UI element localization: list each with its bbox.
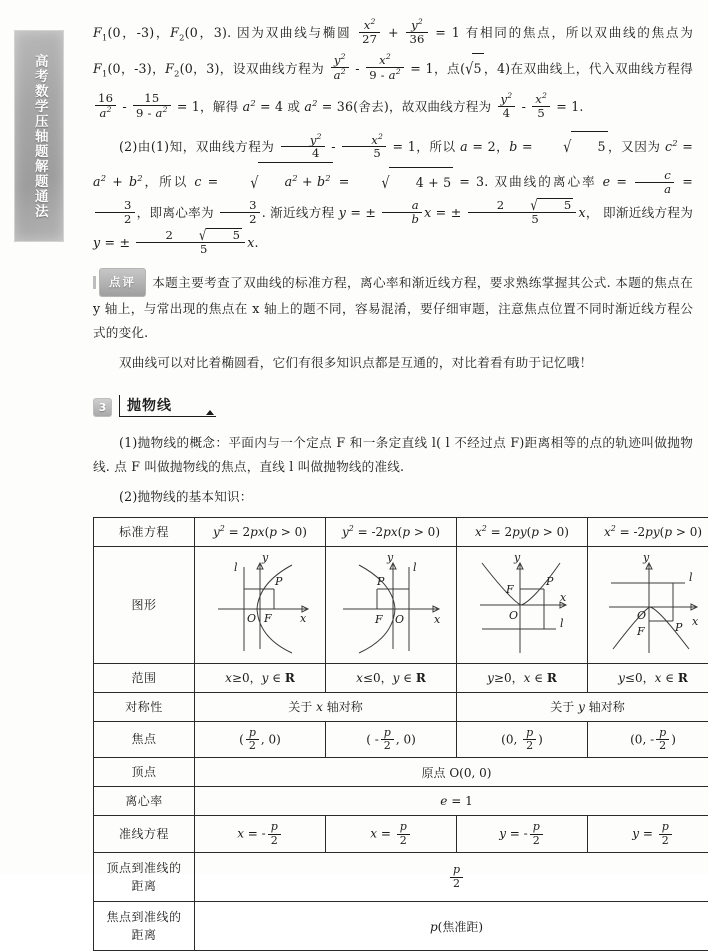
svg-text:l: l	[560, 617, 564, 630]
cell-standard-equation-2: $y^2 = -2px(p > 0)$	[326, 517, 457, 546]
svg-text:y: y	[642, 551, 650, 564]
svg-text:P: P	[674, 621, 683, 634]
row-label-vertex-to-directrix: 顶点到准线的距离	[94, 853, 195, 902]
svg-text:x: x	[560, 591, 567, 604]
row-label-standard-equation: 标准方程	[94, 517, 195, 546]
note-block	[93, 268, 693, 345]
table-row-symmetry	[94, 692, 708, 721]
cell-range-3: y≥0，x ∈ R	[457, 663, 588, 692]
row-label-vertex: 顶点	[94, 758, 195, 787]
cell-directrix-1: x = - $\frac{p}{2}$	[195, 816, 326, 853]
section-title-underline	[119, 395, 216, 417]
svg-text:P: P	[545, 575, 554, 588]
note-text-1: 本题主要考查了双曲线的标准方程，离心率和渐近线方程，要求熟练掌握其公式. 本题的焦点在 y 轴上，与常出现的焦点在 x 轴上的题不同，容易混淆，要仔细审题，注意焦点位置不同时渐近线方程公式的变化.	[93, 275, 693, 340]
svg-text:l: l	[689, 571, 693, 584]
cell-range-1: x≥0，y ∈ R	[195, 663, 326, 692]
cell-symmetry-y: 关于 y 轴对称	[457, 692, 708, 721]
svg-text:P: P	[274, 575, 283, 588]
svg-text:y: y	[386, 551, 394, 564]
section-item-1: (1)抛物线的概念：平面内与一个定点 F 和一条定直线 l( l 不经过点 F)距离相等的点的轨迹叫做抛物线. 点 F 叫做抛物线的焦点，直线 l 叫做抛物线的准线.	[93, 431, 693, 479]
row-label-focus: 焦点	[94, 721, 195, 758]
svg-text:x: x	[434, 613, 441, 626]
row-label-symmetry: 对称性	[94, 692, 195, 721]
row-label-focus-to-directrix: 焦点到准线的距离	[94, 902, 195, 951]
cell-range-4: y≤0，x ∈ R	[588, 663, 708, 692]
parabola-down-icon	[593, 549, 708, 661]
row-label-directrix: 准线方程	[94, 816, 195, 853]
section-number-badge: 3	[93, 398, 112, 417]
cell-directrix-2: x = $\frac{p}{2}$	[326, 816, 457, 853]
table-row-focus	[94, 721, 708, 758]
table-row-vertex	[94, 758, 708, 787]
table-row-directrix	[94, 816, 708, 853]
book-side-tab-label: 高考数学压轴题解题通法	[32, 54, 46, 219]
cell-eccentricity: e = 1	[195, 787, 708, 816]
solution-paragraph-2: (2)由(1)知，双曲线方程为 $\frac{y^2}{4}$ - $\frac{x^2}{5}$ = 1，所以 a = 2，b = √ 5 ，又因为 $c^2 = a^2 + b^2$，所以 c = √ $a^2 + b^2$ = √ 4 + 5 = 3. 双曲线的离心率 e = $\frac{c}{a}$ = $\frac{3}{2}$ ，即离心率为 $\frac{3}{2}$ . 渐近线方程 y = ± $\frac{a}{b}$ x = ± $\frac{2 √ 5}{5}$ x， 即渐近线方程为 y = ± $\frac{2 √ 5}{5}$ x.	[93, 128, 693, 257]
section-item-2: (2)抛物线的基本知识：	[93, 485, 693, 509]
cell-focus-3: (0, $\frac{p}{2}$ )	[457, 721, 588, 758]
svg-text:x: x	[300, 612, 307, 625]
parabola-left-icon	[331, 549, 451, 661]
table-row-focus-to-directrix	[94, 902, 708, 951]
cell-figure-parabola-up	[457, 546, 588, 663]
cell-symmetry-x: 关于 x 轴对称	[195, 692, 457, 721]
cell-figure-parabola-down	[588, 546, 708, 663]
solution-paragraph-1: $F_1(0$，-3)，$F_2(0$，3). 因为双曲线与椭圆 $\frac{x^2}{27}$ + $\frac{y^2}{36}$ = 1 有相同的焦点，所以双曲线的焦点为 $F_1(0$，-3)，$F_2(0$，3)，设双曲线方程为 $\frac{y^2}{a^2}$ - $\frac{x^2}{9 - a^2}$ = 1，点(√5 ，4)在双曲线上，代入双曲线方程得 $\frac{16}{a^2}$ - $\frac{15}{9 - a^2}$ = 1，解得 $a^2 = 4$ 或 $a^2 = 36$(舍去)，故双曲线方程为 $\frac{y^2}{4}$ - $\frac{x^2}{5}$ = 1.	[93, 18, 693, 122]
svg-text:l: l	[413, 561, 417, 574]
cell-directrix-4: y = $\frac{p}{2}$	[588, 816, 708, 853]
svg-text:O: O	[395, 613, 404, 626]
table-row-standard-equation	[94, 517, 708, 546]
table-row-eccentricity	[94, 787, 708, 816]
cell-focus-2: ( - $\frac{p}{2}$ , 0)	[326, 721, 457, 758]
cell-focus-to-directrix: p(焦准距)	[195, 902, 708, 951]
svg-text:P: P	[376, 575, 385, 588]
section-title: 抛物线	[127, 398, 172, 414]
cell-focus-1: ( $\frac{p}{2}$ , 0)	[195, 721, 326, 758]
cell-range-2: x≤0，y ∈ R	[326, 663, 457, 692]
cell-standard-equation-4: $x^2 = -2py(p > 0)$	[588, 517, 708, 546]
note-text-2: 双曲线可以对比着椭圆看，它们有很多知识点都是互通的，对比着看有助于记忆哦！	[93, 351, 693, 375]
svg-text:O: O	[637, 609, 646, 622]
cell-figure-parabola-right	[195, 546, 326, 663]
note-badge-tick	[93, 276, 96, 289]
svg-text:F: F	[636, 625, 645, 638]
row-label-range: 范围	[94, 663, 195, 692]
cell-vertex: 原点 O(0, 0)	[195, 758, 708, 787]
table-row-vertex-to-directrix	[94, 853, 708, 902]
cell-vertex-to-directrix: $\frac{p}{2}$	[195, 853, 708, 902]
note-badge: 点评	[99, 268, 146, 297]
svg-text:y: y	[261, 551, 269, 564]
cell-focus-4: (0, - $\frac{p}{2}$ )	[588, 721, 708, 758]
svg-text:F: F	[263, 612, 272, 625]
parabola-right-icon	[200, 549, 320, 661]
svg-text:y: y	[513, 551, 521, 564]
svg-text:O: O	[247, 612, 256, 625]
cell-standard-equation-1: $y^2 = 2px(p > 0)$	[195, 517, 326, 546]
cell-standard-equation-3: $x^2 = 2py(p > 0)$	[457, 517, 588, 546]
svg-text:l: l	[234, 561, 238, 574]
table-row-figure	[94, 546, 708, 663]
cell-directrix-3: y = - $\frac{p}{2}$	[457, 816, 588, 853]
section-heading	[93, 395, 693, 417]
row-label-eccentricity: 离心率	[94, 787, 195, 816]
parabola-knowledge-table	[93, 517, 708, 951]
svg-text:x: x	[692, 615, 699, 628]
cell-figure-parabola-left	[326, 546, 457, 663]
table-row-range	[94, 663, 708, 692]
svg-text:F: F	[505, 583, 514, 596]
page-content	[93, 18, 693, 951]
row-label-figure: 图形	[94, 546, 195, 663]
svg-text:F: F	[374, 613, 383, 626]
parabola-up-icon	[462, 549, 582, 661]
book-side-tab	[14, 30, 64, 242]
svg-text:O: O	[509, 609, 518, 622]
